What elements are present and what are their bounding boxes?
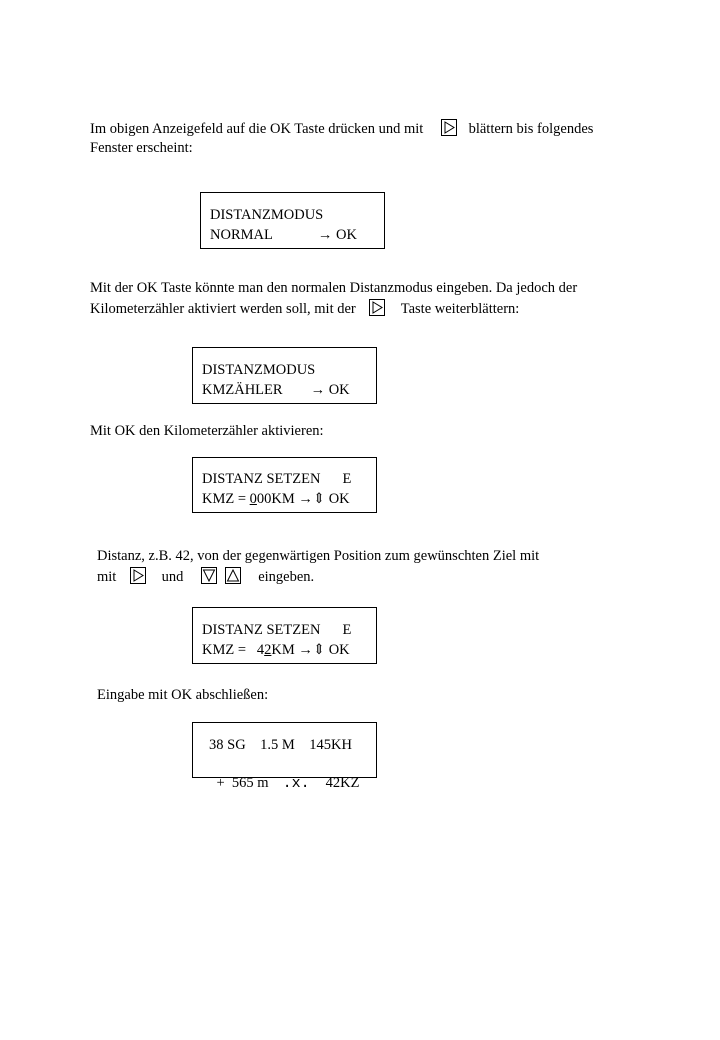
screen-3-line-2 [202,490,350,508]
paragraph-1-line-2: Fenster erscheint: [90,140,193,156]
up-down-arrow-icon: ⇕ [312,491,326,507]
right-key-icon [130,567,146,584]
screen-3-kmz-label: KMZ = [202,491,250,507]
screen-5-line-2 [202,756,359,811]
screen-3-ok: OK [328,491,350,507]
up-key-icon [225,567,241,584]
paragraph-4-eingeben: eingeben. [258,569,315,585]
down-key-icon [201,567,217,584]
screen-1-line-1: DISTANZMODUS [210,207,324,223]
paragraph-1-line-1 [90,119,593,138]
right-key-icon [369,299,385,316]
arrow-right-icon: → [310,382,326,398]
screen-5-altitude: + 565 m [216,775,269,791]
screen-4-kmz-label: KMZ = 4 [202,642,265,658]
screen-2-ok: OK [328,382,350,398]
paragraph-2-text-b: Taste weiterblättern: [400,301,520,317]
screen-4-ok: OK [328,642,350,658]
screen-2-line-2 [202,381,350,399]
screen-3-e: E [342,471,352,487]
screen-1-ok: OK [335,227,357,243]
paragraph-2-line-2 [90,299,519,318]
screen-4-e: E [342,622,352,638]
screen-5-indicator: .x. [282,775,310,792]
screen-1-mode: NORMAL [210,227,273,243]
screen-5-kmz: 42KZ [325,775,360,791]
screen-3-line-1 [202,470,351,488]
paragraph-4-und: und [161,569,184,585]
up-down-arrow-icon: ⇕ [312,642,326,658]
paragraph-3-line-1: Mit OK den Kilometerzähler aktivieren: [90,423,324,439]
arrow-right-icon: → [298,642,313,658]
paragraph-2-text-a: Kilometerzähler aktiviert werden soll, mit der [90,301,356,317]
paragraph-4-line-2 [97,567,314,586]
screen-4-line-1 [202,621,351,639]
paragraph-4-line-1: Distanz, z.B. 42, von der gegenwärtigen Position zum gewünschten Ziel mit [97,548,540,564]
screen-3-kmz-value: 00KM [256,491,295,507]
screen-4-line-2 [202,641,350,659]
display-screen-normal [200,192,385,249]
screen-1-line-2 [210,226,357,244]
arrow-right-icon: → [317,227,333,243]
screen-4-title: DISTANZ SETZEN [202,622,321,638]
screen-2-mode: KMZÄHLER [202,382,283,398]
display-screen-distanz-setzen-1 [192,457,377,513]
screen-3-title: DISTANZ SETZEN [202,471,321,487]
display-screen-distanz-setzen-2 [192,607,377,664]
screen-4-cursor-digit: 2 [264,642,272,658]
arrow-right-icon: → [298,491,313,507]
paragraph-1-text-b: blättern bis folgendes [468,121,594,137]
paragraph-5-line-1: Eingabe mit OK abschließen: [97,687,269,703]
screen-5-line-1: 38 SG 1.5 M 145KH [209,737,352,753]
display-screen-main [192,722,377,792]
screen-2-line-1: DISTANZMODUS [202,362,316,378]
paragraph-1-text-a: Im obigen Anzeigefeld auf die OK Taste drücken und mit [90,121,424,137]
paragraph-4-mit: mit [97,569,117,585]
screen-4-kmz-unit: KM [271,642,295,658]
paragraph-2-line-1: Mit der OK Taste könnte man den normalen Distanzmodus eingeben. Da jedoch der [90,280,578,296]
right-key-icon [441,119,457,136]
screen-3-cursor-digit: 0 [249,491,257,507]
display-screen-kmzaehler [192,347,377,404]
